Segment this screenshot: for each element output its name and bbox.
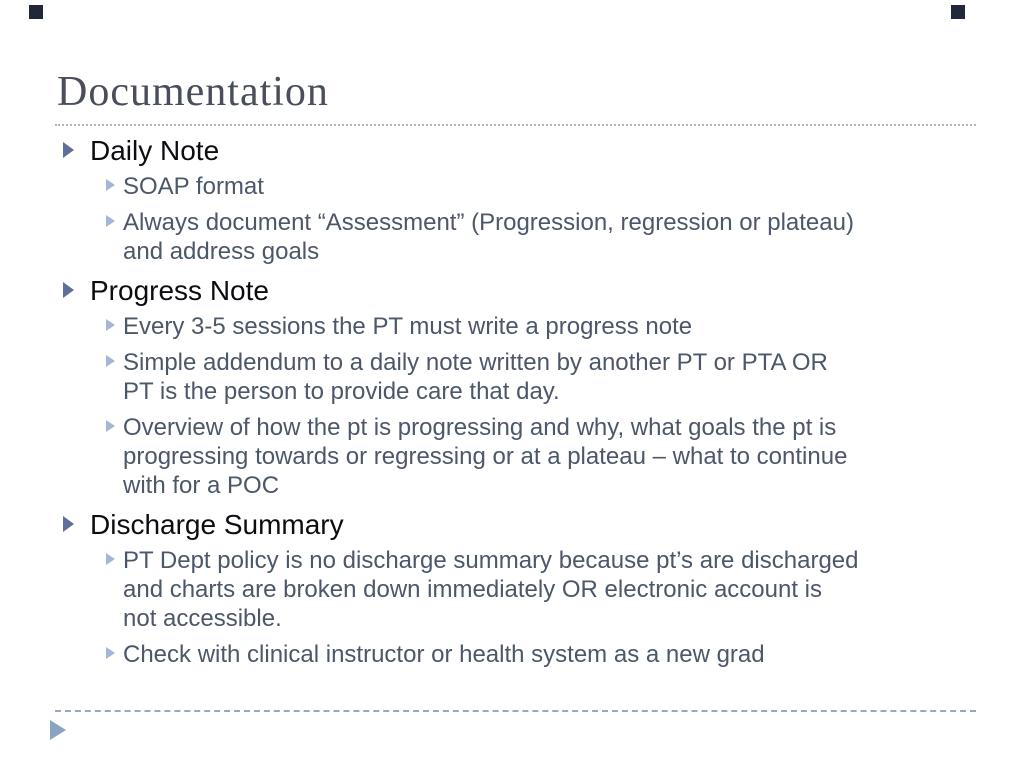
- bullet-arrow-icon: [106, 215, 115, 227]
- bullet-text-line: Daily Note: [90, 135, 220, 166]
- bullet-item-level2: [62, 208, 972, 266]
- bullet-text-line: not accessible.: [123, 605, 282, 632]
- bullet-item-level1: [62, 273, 972, 309]
- title-divider-dotted-line: [55, 124, 976, 126]
- bullet-arrow-icon: [63, 282, 74, 298]
- bullet-arrow-icon: [63, 516, 74, 532]
- bullet-text-line: Check with clinical instructor or health system as a new grad: [123, 641, 765, 668]
- bullet-arrow-icon: [106, 179, 115, 191]
- bullet-item-level2: [62, 640, 972, 669]
- bullet-text-line: SOAP format: [123, 173, 264, 200]
- bullet-item-level2: [62, 413, 972, 500]
- bullet-arrow-icon: [106, 355, 115, 367]
- bullet-text-line: Overview of how the pt is progressing and why, what goals the pt is: [123, 414, 837, 441]
- bullet-arrow-icon: [106, 647, 115, 659]
- bullet-text: [123, 348, 972, 406]
- bullet-text-line: and address goals: [123, 238, 320, 265]
- bullet-text: [90, 133, 972, 169]
- bullet-text-line: Progress Note: [90, 275, 269, 306]
- bullet-item-level2: [62, 546, 972, 633]
- bullet-item-level1: [62, 507, 972, 543]
- bullet-text-line: progressing towards or regressing or at a plateau – what to continue: [123, 443, 848, 470]
- bullet-text: [123, 208, 972, 266]
- bullet-arrow-icon: [63, 142, 74, 158]
- bullet-text: [123, 172, 972, 201]
- bullet-item-level2: [62, 348, 972, 406]
- bullet-text: [123, 546, 972, 633]
- bullet-text: [123, 640, 972, 669]
- bullet-item-level2: [62, 172, 972, 201]
- bullet-text: [90, 273, 972, 309]
- bullet-text-line: and charts are broken down immediately OR electronic account is: [123, 576, 822, 603]
- bullet-text: [90, 507, 972, 543]
- bullet-arrow-icon: [106, 553, 115, 565]
- bullet-text-line: Every 3-5 sessions the PT must write a progress note: [123, 313, 693, 340]
- bullet-text: [123, 312, 972, 341]
- bullet-item-level1: [62, 133, 972, 169]
- bullet-text-line: PT Dept policy is no discharge summary because pt’s are discharged: [123, 547, 859, 574]
- slide-title: Documentation: [57, 69, 329, 115]
- bullet-arrow-icon: [106, 319, 115, 331]
- bullet-text-line: PT is the person to provide care that day.: [123, 378, 560, 405]
- bullet-list: [62, 131, 972, 676]
- bullet-text-line: with for a POC: [123, 472, 280, 499]
- next-slide-arrow-icon: [50, 720, 66, 740]
- footer-divider-dashed-line: [55, 710, 976, 712]
- bullet-text-line: Simple addendum to a daily note written by another PT or PTA OR: [123, 349, 828, 376]
- bullet-item-level2: [62, 312, 972, 341]
- corner-square-decoration-right: [951, 5, 965, 19]
- bullet-text: [123, 413, 972, 500]
- bullet-arrow-icon: [106, 420, 115, 432]
- corner-square-decoration-left: [29, 5, 43, 19]
- bullet-text-line: Discharge Summary: [90, 509, 344, 540]
- bullet-text-line: Always document “Assessment” (Progression, regression or plateau): [123, 209, 854, 236]
